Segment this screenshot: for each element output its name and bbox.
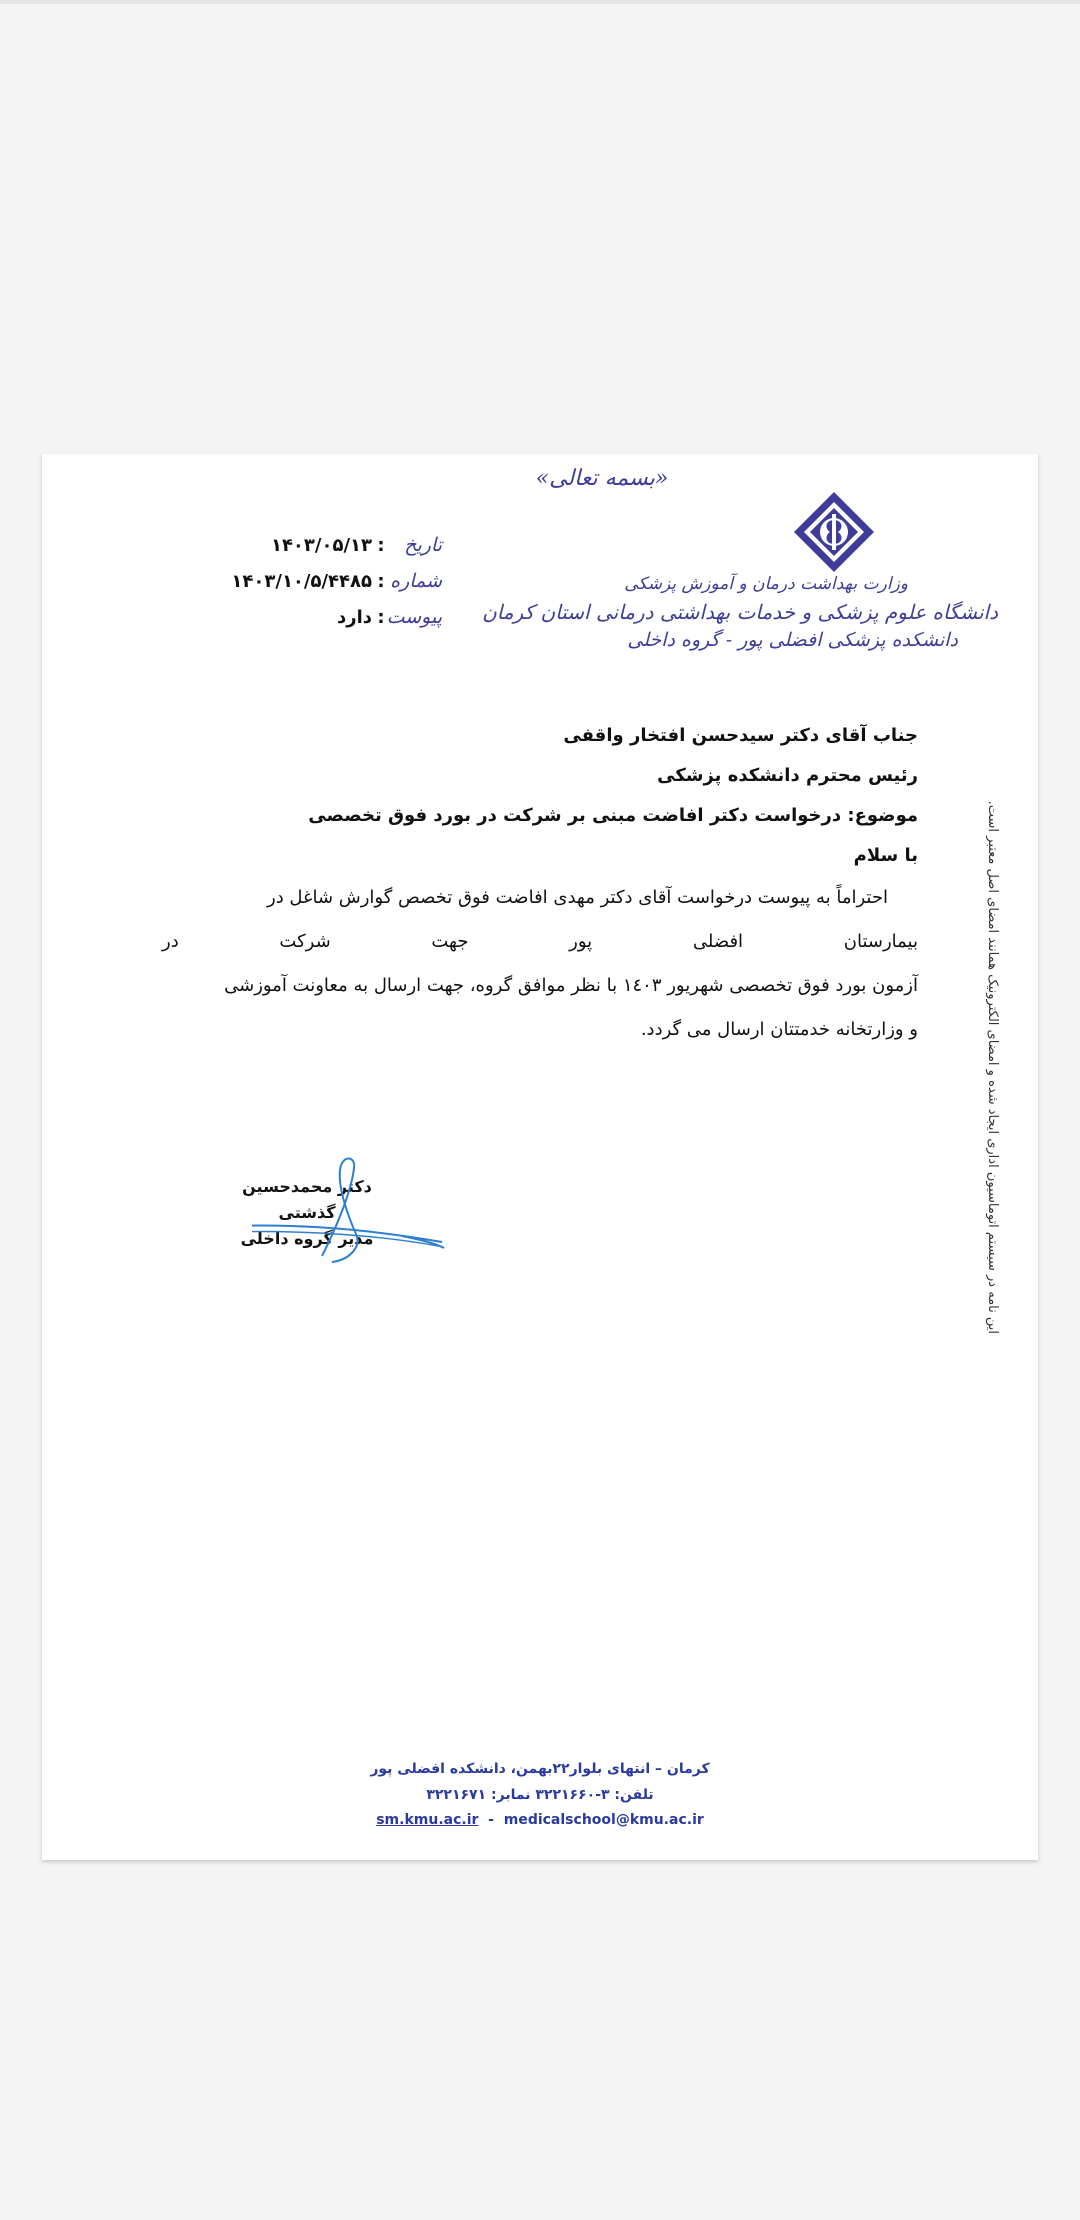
attachment-value: دارد xyxy=(336,607,372,628)
paragraph-word: بیمارستان xyxy=(843,931,918,952)
paragraph-word: شرکت xyxy=(279,931,331,952)
paragraph-line: آزمون بورد فوق تخصصی شهریور ۱٤۰۳ با نظر موافق گروه، جهت ارسال به معاونت آموزشی xyxy=(224,975,918,996)
recipient-title: رئیس محترم دانشکده پزشکی xyxy=(657,765,918,786)
footer-links xyxy=(340,1808,740,1832)
electronic-signature-note: این نامه در سیستم اتوماسیون اداری ایجاد شده و امضای الکترونیک همانند امضای اصل معتبر است. xyxy=(985,800,1000,1334)
letter-page xyxy=(42,454,1038,1860)
meta-colon: : xyxy=(377,571,385,592)
paragraph-line: و وزارتخانه خدمتتان ارسال می گردد. xyxy=(640,1019,918,1040)
number-label: شماره xyxy=(390,570,442,592)
footer-separator: - xyxy=(488,1812,494,1828)
signer-name: دکتر محمدحسین گذشتی xyxy=(242,1177,372,1222)
number-row xyxy=(182,570,442,606)
paragraph-word: جهت xyxy=(431,931,469,952)
paragraph-line xyxy=(162,920,918,964)
website-link[interactable]: sm.kmu.ac.ir xyxy=(376,1812,479,1828)
footer-phone: تلفن: ۳-۳۲۲۱۶۶۰ نمابر: ۳۲۲۱۶۷۱ xyxy=(426,1787,654,1803)
attachment-label: پیوست xyxy=(386,606,442,628)
ministry-name: وزارت بهداشت درمان و آموزش پزشکی xyxy=(624,574,908,594)
handwritten-signature xyxy=(252,1156,452,1266)
date-row xyxy=(182,534,442,570)
letter-footer xyxy=(340,1756,740,1832)
signer-title: مدیر گروه داخلی xyxy=(240,1229,374,1248)
university-logo-icon xyxy=(792,490,876,574)
meta-colon: : xyxy=(377,607,385,628)
top-bar xyxy=(0,0,1080,4)
letter-meta xyxy=(182,534,442,642)
date-label: تاریخ xyxy=(404,534,442,556)
letter-body xyxy=(162,716,918,1052)
letterhead xyxy=(482,570,998,654)
body-paragraph xyxy=(162,876,918,1052)
paragraph-word: پور xyxy=(569,931,593,952)
paragraph-line: احتراماً به پیوست درخواست آقای دکتر مهدی افاضت فوق تخصص گوارش شاغل در xyxy=(267,887,888,908)
number-value: ۱۴۰۳/۱۰/۵/۴۴۸۵ xyxy=(231,571,372,592)
faculty-name: دانشکده پزشکی افضلی پور - گروه داخلی xyxy=(627,629,958,651)
university-name: دانشگاه علوم پزشکی و خدمات بهداشتی درمانی استان کرمان xyxy=(482,600,998,624)
email-link[interactable]: medicalschool@kmu.ac.ir xyxy=(503,1812,704,1828)
paragraph-word: در xyxy=(162,931,179,952)
bismillah-heading: «بسمه تعالی» xyxy=(535,466,669,491)
attachment-row xyxy=(182,606,442,642)
subject-line: موضوع: درخواست دکتر افاضت مبنی بر شرکت در بورد فوق تخصصی xyxy=(308,805,918,826)
recipient-name: جناب آقای دکتر سیدحسن افتخار واقفی xyxy=(563,725,918,746)
footer-address: کرمان – انتهای بلوار۲۲بهمن، دانشکده افضلی پور xyxy=(370,1761,710,1777)
greeting: با سلام xyxy=(853,845,918,866)
paragraph-word: افضلی xyxy=(692,931,744,952)
date-value: ۱۴۰۳/۰۵/۱۳ xyxy=(270,535,372,556)
meta-colon: : xyxy=(377,535,385,556)
